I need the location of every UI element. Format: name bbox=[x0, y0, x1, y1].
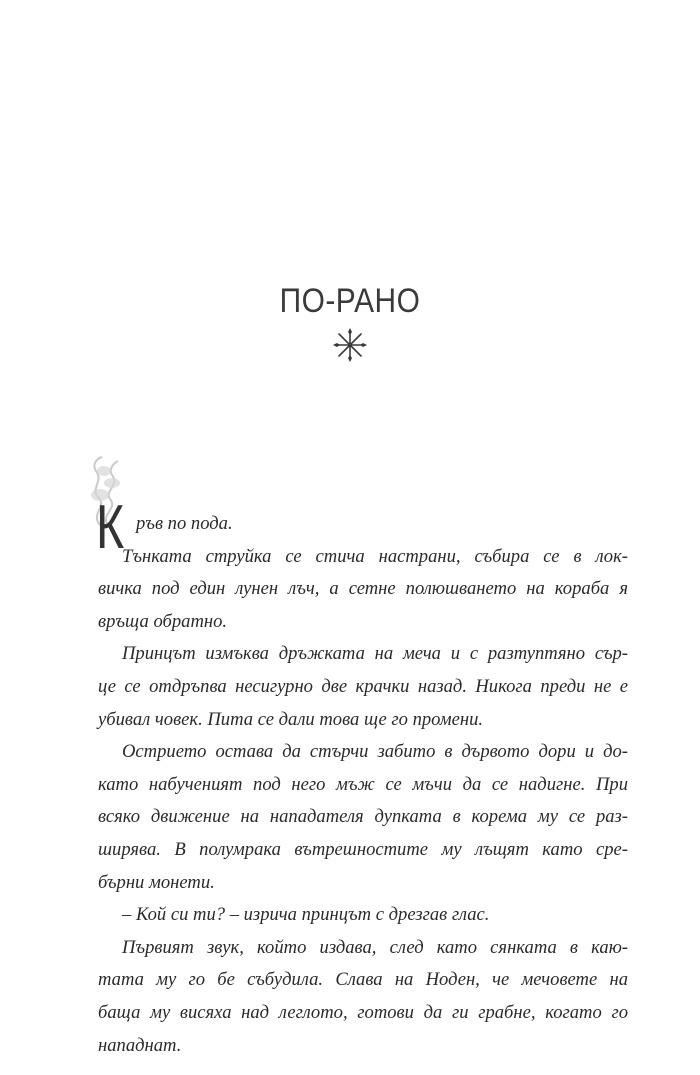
text-line: връща обратно. bbox=[98, 610, 228, 632]
text-line: тата му го бе събудила. Слава на Ноден, че мечовете на bbox=[98, 969, 628, 991]
text-line: като набученият под него мъж се мъчи да се надигне. При bbox=[98, 773, 628, 795]
drop-cap: К bbox=[96, 493, 125, 562]
body-text bbox=[98, 508, 628, 1062]
chapter-title: ПО-РАНО bbox=[279, 282, 421, 320]
text-line: – Кой си ти? – изрича принцът с дрезгав глас. bbox=[122, 904, 490, 926]
text-line: Тънката струйка се стича настрани, събира се в лок- bbox=[122, 545, 628, 567]
text-line: убивал човек. Пита се дали това ще го промени. bbox=[98, 708, 484, 730]
text-line: ръв по пода. bbox=[136, 513, 233, 534]
text-line: бърни монети. bbox=[98, 871, 215, 893]
text-line: баща му висяха над леглото, готови да ги грабне, когато го bbox=[98, 1001, 628, 1023]
text-line: всяко движение на нападателя дупката в корема му се раз- bbox=[98, 806, 628, 828]
text-line: Острието остава да стърчи забито в дървото дори и до- bbox=[122, 741, 628, 763]
text-line: ширява. В полумрака вътрешностите му лъщят като сре- bbox=[98, 838, 628, 860]
text-line: вичка под един лунен лъч, а сетне полюшването на кораба я bbox=[98, 578, 628, 600]
asterisk-flourish-icon bbox=[331, 326, 369, 364]
text-line: Принцът измъква дръжката на меча и с разтуптяно сър- bbox=[122, 643, 628, 665]
text-line: це се отдръпва несигурно две крачки назад. Никога преди не е bbox=[98, 675, 628, 697]
text-line: нападнат. bbox=[98, 1034, 182, 1056]
text-line: Първият звук, който издава, след като сянката в каю- bbox=[122, 936, 628, 958]
